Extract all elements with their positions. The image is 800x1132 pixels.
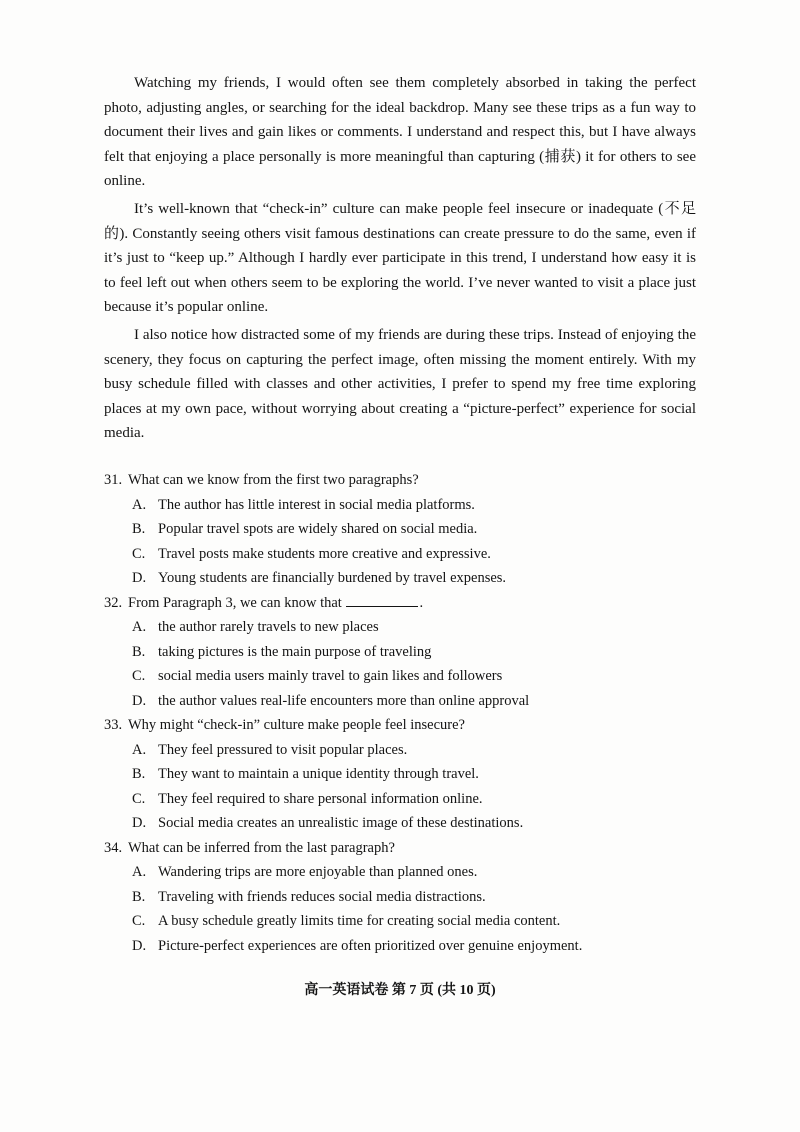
question-number: 33. [104,717,123,733]
question-31 [104,468,696,591]
option-letter: D. [132,937,147,954]
question-text: From Paragraph 3, we can know that [128,594,342,611]
option-letter: C. [132,545,146,562]
question-number: 32. [104,594,123,611]
option-a [104,860,696,885]
option-text: taking pictures is the main purpose of traveling [158,643,432,660]
option-list [104,860,696,958]
option-letter: D. [132,692,147,709]
option-letter: B. [132,521,146,537]
option-text: A busy schedule greatly limits time for creating social media content. [158,913,561,929]
option-letter: A. [132,496,147,513]
option-b [104,885,696,910]
passage-paragraph-3: I also notice how distracted some of my friends are during these trips. Instead of enjoying the scenery, they focus on capturing the perfect image, often missing the moment entirely. With my busy schedule filled with classes and other activities, I prefer to spend my free time exploring places at my own pace, without worrying about creating a “picture-perfect” experience for social media. [104,326,696,442]
option-letter: C. [132,913,146,929]
option-d [104,934,696,959]
option-b [104,517,696,542]
option-text: Popular travel spots are widely shared on social media. [158,521,478,537]
reading-passage [104,71,696,449]
passage-paragraph-1: Watching my friends, I would often see them completely absorbed in taking the perfect photo, adjusting angles, or searching for the ideal backdrop. Many see these trips as a fun way to document their lives and gain likes or comments. I understand and respect this, but I have always felt that enjoying a place personally is more meaningful than capturing (捕获) it for others to see online. [104,75,696,190]
answer-blank [346,592,418,607]
option-letter: B. [132,888,146,905]
option-text: the author rarely travels to new places [158,619,379,635]
option-c [104,664,696,689]
question-stem [104,713,696,738]
option-list [104,615,696,713]
question-stem [104,836,696,861]
option-list [104,738,696,836]
question-32 [104,591,696,714]
option-text: Wandering trips are more enjoyable than planned ones. [158,864,478,880]
option-text: They feel required to share personal information online. [158,790,483,807]
option-a [104,493,696,518]
question-stem [104,591,696,616]
option-letter: A. [132,741,147,758]
option-d [104,566,696,591]
option-a [104,615,696,640]
question-33 [104,713,696,836]
option-list [104,493,696,591]
option-text: social media users mainly travel to gain likes and followers [158,668,503,684]
option-b [104,762,696,787]
option-letter: D. [132,570,147,586]
question-section [104,468,696,958]
option-c [104,909,696,934]
option-c [104,787,696,812]
option-letter: B. [132,643,146,660]
option-b [104,640,696,665]
question-text: What can we know from the first two paragraphs? [128,472,419,488]
passage-paragraph-2: It’s well-known that “check-in” culture can make people feel insecure or inadequate (不足的). Constantly seeing others visit famous destinations can create pressure to do the same, even if it’s just to “keep up.” Although I hardly ever participate in this trend, I understand how easy it is to feel left out when others seem to be exploring the world. I’ve never wanted to visit a place just because it’s popular online. [104,200,696,316]
option-a [104,738,696,763]
option-letter: A. [132,619,147,635]
question-stem [104,468,696,493]
question-text-end: . [419,594,424,611]
option-d [104,811,696,836]
option-text: They want to maintain a unique identity through travel. [158,766,479,782]
question-text: Why might “check-in” culture make people feel insecure? [128,717,465,733]
option-text: Traveling with friends reduces social media distractions. [158,888,486,905]
option-text: Picture-perfect experiences are often prioritized over genuine enjoyment. [158,937,583,954]
option-c [104,542,696,567]
option-text: the author values real-life encounters more than online approval [158,692,530,709]
question-34 [104,836,696,959]
option-letter: D. [132,815,147,831]
option-text: They feel pressured to visit popular places. [158,741,408,758]
option-text: The author has little interest in social media platforms. [158,496,475,513]
option-letter: C. [132,790,146,807]
option-text: Social media creates an unrealistic image of these destinations. [158,815,524,831]
page-footer: 高一英语试卷 第 7 页 (共 10 页) [304,983,496,998]
question-text: What can be inferred from the last paragraph? [128,839,395,856]
option-letter: C. [132,668,146,684]
option-text: Travel posts make students more creative and expressive. [158,545,491,562]
question-number: 34. [104,839,123,856]
option-text: Young students are financially burdened by travel expenses. [158,570,507,586]
option-letter: B. [132,766,146,782]
option-d [104,689,696,714]
question-number: 31. [104,472,123,488]
option-letter: A. [132,864,147,880]
